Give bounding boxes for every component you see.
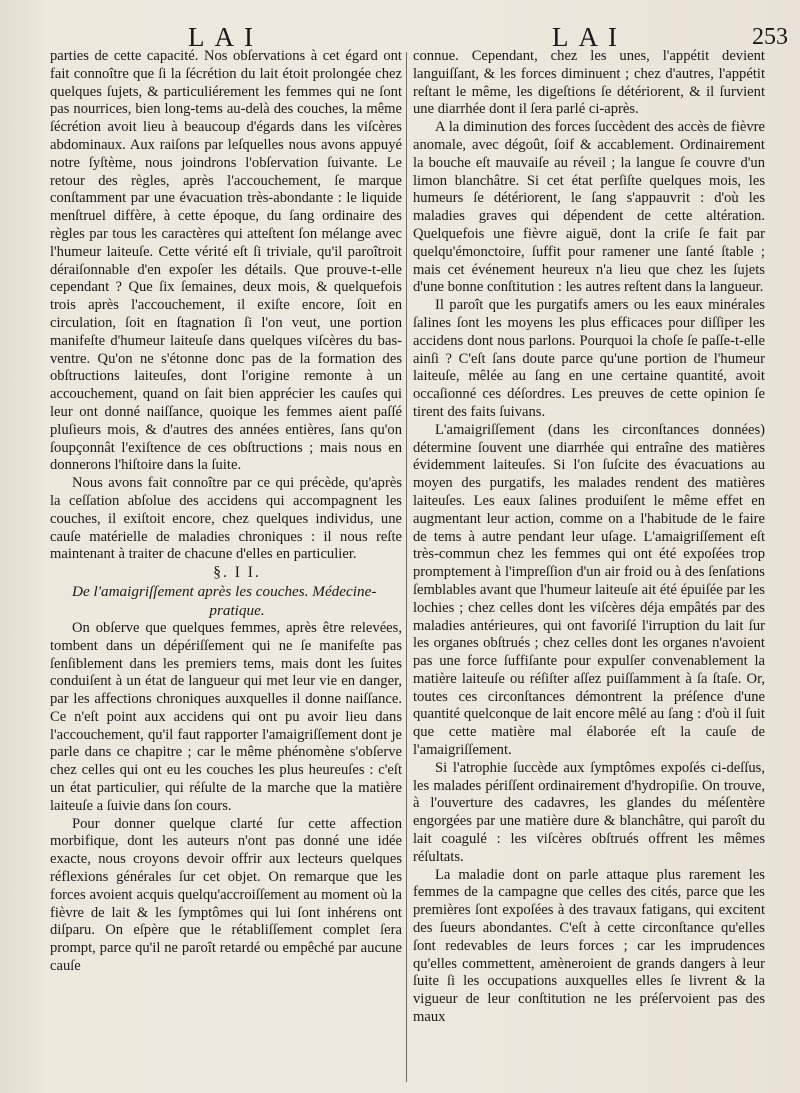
running-head-right: LAI: [552, 22, 627, 52]
right-paragraph-1: connue. Cependant, chez les unes, l'appétit devient languiſſant, & les forces diminuent ; chez d'autres, l'appétit reſtant le même, les digeſtions ſe détériorent, & il ſurvient une diarrhée dont il ſera parlé ci-après.: [413, 48, 765, 118]
left-paragraph-4: Pour donner quelque clarté ſur cette affection morbifique, dont les auteurs n'ont pas donné une idée exacte, nous croyons devoir offrir aux lecteurs quelques réflexions générales ſur cet objet. On remarque que les forces avoient acquis quelqu'accroiſſement au moment où la fièvre de lait & les ſymptômes qui lui ſont inhérens ont diſparu. On eſpère que le rétabliſſement complet ſera prompt, parce qu'il ne paroît retardé ou empêché par aucune cauſe: [50, 815, 402, 975]
right-paragraph-2: A la diminution des forces ſuccèdent des accès de fièvre anomale, avec dégoût, ſoif & accablement. Ordinairement la bouche eſt mauvaiſe au réveil ; la langue ſe couvre d'un limon blanchâtre. Si cet état perſiſte quelques mois, les humeurs ſe détériorent, le ſang s'appauvrit : d'où les maladies graves qui dépendent de cette altération. Quelquefois une fièvre aiguë, dont la criſe ſe fait par quelqu'émonctoire, ſuffit pour ramener une ſanté ſtable ; mais cet événement heureux n'a lieu que chez les ſujets d'une bonne conſtitution : les autres reſtent dans la langueur.: [413, 119, 765, 296]
page-number: 253: [752, 24, 788, 50]
left-paragraph-3: On obſerve que quelques femmes, après être relevées, tombent dans un dépériſſement qui ne ſe manifeſte pas ſenſiblement dans les premiers tems, mais dont les ſuites conduiſent à un état de langueur qui met leur vie en danger, par les affections chroniques auxquelles il donne naiſſance. Ce n'eſt point aux accidens qui ont pu avoir lieu dans l'accouchement, qu'il faut rapporter l'amaigriſſement dont je parle dans ce chapitre ; car le même phénomène s'obſerve chez celles qui ont eu les couches les plus heureuſes : c'eſt un état particulier, qui réſulte de la marche que la matière laiteuſe a ſuivie dans ſon cours.: [50, 619, 402, 814]
left-paragraph-1: parties de cette capacité. Nos obſervations à cet égard ont fait connoître que ſi la ſécrétion du lait étoit prolongée chez quelques ſujets, & particuliérement les femmes qui ne ſont pas nourrices, bien long-tems au-delà des couches, la même ſécrétion avoit lieu à beaucoup d'égards dans les viſcères abdominaux. Aux raiſons par leſquelles nous avons appuyé notre ſyſtème, nous joindrons l'obſervation ſuivante. Le retour des règles, après l'accouchement, ſe marque conſtamment par une évacuation très-abondante : le liquide menſtruel diffère, à cette époque, du ſang ordinaire des règles par tous les caractères qui atteſtent ſon mélange avec l'humeur laiteuſe. Cette vérité eſt ſi triviale, qu'il paroîtroit déraiſonnable d'en expoſer les détails. Que prouve-t-elle cependant ? Que ſix ſemaines, deux mois, & quelquefois trois après l'accouchement, il exiſte encore, ſoit en circulation, ſoit en ſtagnation ſi l'on veut, une portion manifeſte d'humeur laiteuſe dans quelques viſcères du bas-ventre. Qu'on ne s'étonne donc pas de la formation des obſtructions laiteuſes, dont l'origine remonte à un accouchement, quand on ſait bien apprécier les cauſes qui leur ont donné naiſſance, quoique les femmes aient paſſé pluſieurs mois, & d'autres des années entières, ſans qu'on ſoupçonnât l'exiſtence de ces obſtructions ; mais nous en donnerons l'hiſtoire dans la ſuite.: [50, 48, 402, 474]
right-paragraph-4: L'amaigriſſement (dans les circonſtances données) détermine ſouvent une diarrhée qui entraîne des matières évidemment laiteuſes. Si l'on ſuſcite des évacuations au moyen des purgatifs, les malades rendent des matières laiteuſes. Les eaux ſalines produiſent le même effet en augmentant leur action, comme on a l'habitude de le faire de tems à autre pendant leur uſage. L'amaigriſſement eſt très-commun chez les femmes qui ont été expoſées trop promptement à l'impreſſion d'un air froid ou à des ſenſations ſemblables avant que l'humeur laiteuſe ait été épuiſée par les lochies ; chez celles dont les viſcères déja empâtés par des maladies antérieures, qui ont favoriſé l'irruption du lait ſur les organes obſtrués ; chez celles dont les organes n'avoient pas une force ſuffiſante pour expulſer convenablement la matière laiteuſe ou réſiſter aſſez puiſſamment à ſa ſtaſe. Or, toutes ces circonſtances démontrent la préſence d'une quantité quelconque de lait encore mêlé au ſang : d'où il ſuit que cette matière mal élaborée eſt la cauſe de l'amaigriſſement.: [413, 421, 765, 759]
right-paragraph-3: Il paroît que les purgatifs amers ou les eaux minérales ſalines ſont les moyens les plus efficaces pour diſſiper les accidens dont nous parlons. Pourquoi la choſe ſe paſſe-t-elle ainſi ? C'eſt ſans doute parce qu'une portion de l'humeur laiteuſe, mêlée au ſang en une certaine quantité, avoit occaſionné ces déſordres. Les preuves de cette opinion ſe tirent des faits ſuivans.: [413, 297, 765, 420]
running-head-left: LAI: [188, 22, 263, 52]
right-column: [413, 48, 765, 1027]
section-title: [50, 582, 402, 620]
section-title-line-2: pratique.: [209, 601, 265, 619]
section-number: §. I I.: [213, 564, 261, 582]
right-paragraph-6: La maladie dont on parle attaque plus rarement les femmes de la campagne que celles des cités, parce que les premières ſont expoſées à des travaux fatigans, qui excitent des ſueurs abondantes. C'eſt à cette circonſtance qu'elles ſont redevables de leurs forces ; car les imprudences qu'elles commettent, amèneroient de grands dangers à leur ſuite ſi les occupations auxquelles elles ſe livrent & la vigueur de leur conſtitution ne les préſervoient pas des maux: [413, 866, 765, 1026]
section-title-line-1: De l'amaigriſſement après les couches. Médecine-: [72, 582, 377, 600]
left-column: [50, 48, 402, 976]
left-paragraph-2: Nous avons fait connoître par ce qui précède, qu'après la ceſſation abſolue des accidens qui accompagnent les couches, il exiſtoit encore, chez quelques individus, une cauſe matérielle de maladies chroniques : il nous reſte maintenant à traiter de chacune d'elles en particulier.: [50, 475, 402, 563]
column-divider: [406, 52, 407, 1082]
right-paragraph-5: Si l'atrophie ſuccède aux ſymptômes expoſés ci-deſſus, les malades périſſent ordinairement d'hydropiſie. On trouve, à l'ouverture des cadavres, les glandes du méſentère engorgées par une matière dure & blanchâtre, qui paroît du lait coagulé : les viſcères obſtrués offrent les mêmes réſultats.: [413, 759, 765, 865]
